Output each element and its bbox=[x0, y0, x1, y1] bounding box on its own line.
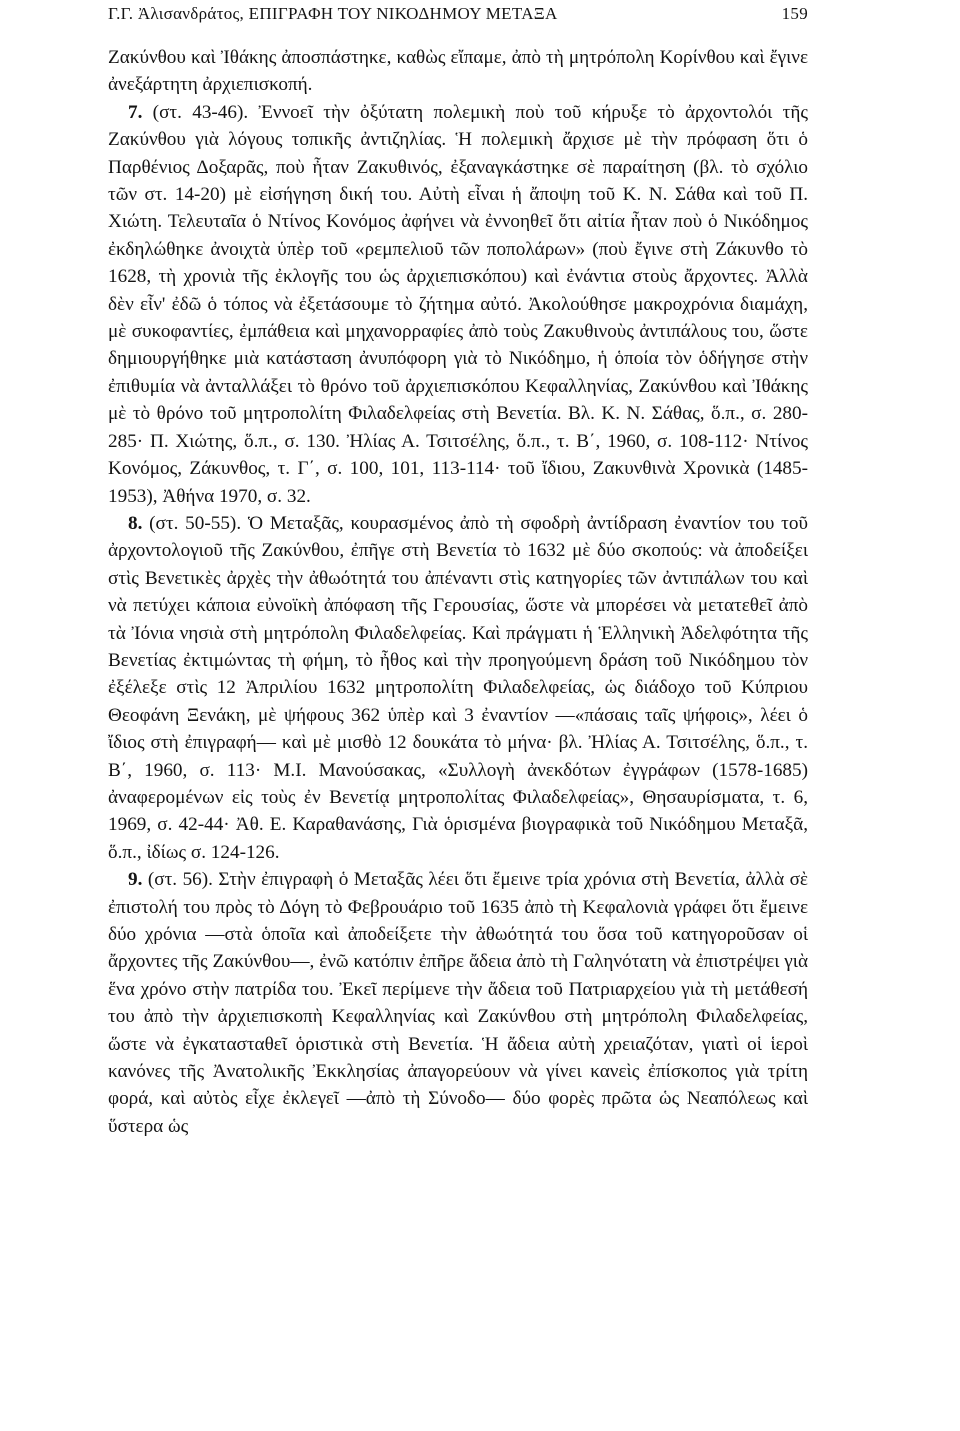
paragraph-continuation bbox=[108, 44, 808, 99]
note-text: Ἐννοεῖ τὴν ὀξύτατη πολεμικὴ ποὺ τοῦ κήρυξε τὸ ἀρχοντολόι τῆς Ζακύνθου γιὰ λόγους τοπικῆς ἀντιζηλίας. Ἡ πολεμικὴ ἄρχισε μὲ τὴν πρόφαση ὅτι ὁ Παρθένιος Δοξαρᾶς, ποὺ ἦταν Ζακυθινός, ἐξαναγκάστηκε σὲ παραίτηση (βλ. τὸ σχόλιο τῶν στ. 14-20) μὲ εἰσήγηση δική του. Αὐτὴ εἶναι ἡ ἄποψη τοῦ Κ. Ν. Σάθα καὶ τοῦ Π. Χιώτη. Τελευταῖα ὁ Ντίνος Κονόμος ἀφήνει νὰ ἐννοηθεῖ ὅτι αἰτία ἦταν ποὺ ὁ Νικόδημος ἐκδηλώθηκε ἀνοιχτὰ ὑπὲρ τοῦ «ρεμπελιοῦ τῶν ποπολάρων» (ποὺ ἔγινε στὴ Ζάκυνθο τὸ 1628, τὴ χρονιὰ τῆς ἐκλογῆς του ὡς ἀρχιεπισκόπου) καὶ ἐνάντια στοὺς ἄρχοντες. Ἀλλὰ δὲν εἶν' ἐδῶ ὁ τόπος νὰ ἐξετάσουμε τὸ ζήτημα αὐτό. Ἀκολούθησε μακροχρόνια διαμάχη, μὲ συκοφαντίες, ἐμπάθεια καὶ μηχανορραφίες ἀπὸ τοὺς Ζακυθινοὺς ἀντιπάλους του, ὥστε δημιουργήθηκε μιὰ κατάσταση ἀνυπόφορη γιὰ τὸ Νικόδημο, ἡ ὁποία τὸν ὁδήγησε στὴν ἐπιθυμία νὰ ἀνταλλάξει τὸ θρόνο τοῦ ἀρχιεπισκόπου Κεφαλληνίας, Ζακύνθου καὶ Ἰθάκης μὲ τὸ θρόνο τοῦ μητροπολίτη Φιλαδελφείας στὴ Βενετία. Βλ. Κ. Ν. Σάθας, ὅ.π., σ. 280-285· Π. Χιώτης, ὅ.π., σ. 130. Ἠλίας Α. Τσιτσέλης, ὅ.π., τ. Β΄, 1960, σ. 108-112· Ντίνος Κονόμος, Ζάκυνθος, τ. Γ΄, σ. 100, 101, 113-114· τοῦ ἴδιου, Ζακυνθινὰ Χρονικὰ (1485-1953), Ἀθήνα 1970, σ. 32. bbox=[108, 101, 808, 507]
page-number: 159 bbox=[781, 4, 808, 23]
note-text: Ὁ Μεταξᾶς, κουρασμένος ἀπὸ τὴ σφοδρὴ ἀντίδραση ἐναντίον του τοῦ ἀρχοντολογιοῦ τῆς Ζακύνθου, ἐπῆγε στὴ Βενετία τὸ 1632 μὲ δύο σκοπούς: νὰ ἀποδείξει στὶς Βενετικὲς ἀρχὲς τὴν ἀθωότητά του ἀπέναντι στὶς κατηγορίες τῶν ἀντιπάλων του καὶ νὰ πετύχει κάποια εὐνοϊκὴ ἀπόφαση τῆς Γερουσίας, ὥστε νὰ μπορέσει νὰ μετατεθεῖ ἀπὸ τὰ Ἰόνια νησιὰ στὴ μητρόπολη Φιλαδελφείας. Καὶ πράγματι ἡ Ἑλληνικὴ Ἀδελφότητα τῆς Βενετίας ἐκτιμώντας τὴ φήμη, τὸ ἦθος καὶ τὴν προηγούμενη δράση τοῦ Νικόδημου τὸν ἐξέλεξε στὶς 12 Ἀπριλίου 1632 μητροπολίτη Φιλαδελφείας, ὡς διάδοχο τοῦ Κύπριου Θεοφάνη Ξενάκη, μὲ ψήφους 362 ὑπὲρ καὶ 3 ἐναντίον —«πάσαις ταῖς ψήφοις», λέει ὁ ἴδιος στὴ ἐπιγραφή— καὶ μὲ μισθὸ 12 δουκάτα τὸ μήνα· βλ. Ἠλίας Α. Τσιτσέλης, ὅ.π., τ. Β΄, 1960, σ. 113· Μ.Ι. Μανούσακας, «Συλλογὴ ἀνεκδότων ἐγγράφων (1578-1685) ἀναφερομένων εἰς τοὺς ἐν Βενετίᾳ μητροπολίτας Φιλαδελφείας», Θησαυρίσματα, τ. 6, 1969, σ. 42-44· Ἀθ. Ε. Καραθανάσης, Γιὰ ὁρισμένα βιογραφικὰ τοῦ Νικόδημου Μεταξᾶ, ὅ.π., ἰδίως σ. 124-126. bbox=[108, 512, 808, 863]
running-head-title: Γ.Γ. Ἀλισανδράτος, ΕΠΙΓΡΑΦΗ ΤΟΥ ΝΙΚΟΔΗΜΟΥ ΜΕΤΑΞΑ bbox=[108, 4, 558, 23]
note-number: 9. bbox=[128, 869, 143, 891]
running-head bbox=[108, 4, 808, 30]
note-verse-ref: (στ. 50-55). bbox=[142, 512, 242, 534]
note-number: 7. bbox=[128, 101, 143, 123]
note-7 bbox=[108, 99, 808, 510]
note-number: 8. bbox=[128, 512, 143, 534]
note-9 bbox=[108, 866, 808, 1140]
body-text bbox=[108, 44, 808, 1140]
note-text: Στὴν ἐπιγραφὴ ὁ Μεταξᾶς λέει ὅτι ἔμεινε τρία χρόνια στὴ Βενετία, ἀλλὰ σὲ ἐπιστολή του πρὸς τὸ Δόγη τὸ Φεβρουάριο τοῦ 1635 ἀπὸ τὴ Κεφαλονιὰ γράφει ὅτι ἔμεινε δύο χρόνια —στὰ ὁποῖα καὶ ἀποδείξετε τὴν ἀθωότητά του ὅσα τοῦ κατηγοροῦσαν οἱ ἄρχοντες τῆς Ζακύνθου—, ἐνῶ κατόπιν ἐπῆρε ἄδεια ἀπὸ τὴ Γαληνότατη νὰ ἐπιστρέψει γιὰ ἕνα χρόνο στὴν πατρίδα του. Ἐκεῖ περίμενε τὴν ἄδεια τοῦ Πατριαρχείου γιὰ τὴ μετάθεσή του ἀπὸ τὴν ἀρχιεπισκοπὴ Κεφαλληνίας καὶ Ζακύνθου στὴ μητρόπολη Φιλαδελφείας, ὥστε νὰ ἐγκατασταθεῖ ὁριστικὰ στὴ Βενετία. Ἡ ἄδεια αὐτὴ χρειαζόταν, γιατὶ οἱ ἱεροὶ κανόνες τῆς Ἀνατολικῆς Ἐκκλησίας ἀπαγορεύουν νὰ γίνει κανεὶς ἐπίσκοπος γιὰ τρίτη φορά, καὶ αὐτὸς εἶχε ἐκλεγεῖ —ἀπὸ τὴ Σύνοδο— δύο φορὲς πρῶτα ὡς Νεαπόλεως καὶ ὕστερα ὡς bbox=[108, 869, 808, 1137]
note-8 bbox=[108, 510, 808, 866]
note-verse-ref: (στ. 43-46). bbox=[142, 101, 249, 123]
paragraph-text: Ζακύνθου καὶ Ἰθάκης ἀποσπάστηκε, καθὼς εἴπαμε, ἀπὸ τὴ μητρόπολη Κορίνθου καὶ ἔγινε ἀνεξάρτητη ἀρχιεπισκοπή. bbox=[108, 47, 808, 96]
note-verse-ref: (στ. 56). bbox=[142, 869, 213, 891]
